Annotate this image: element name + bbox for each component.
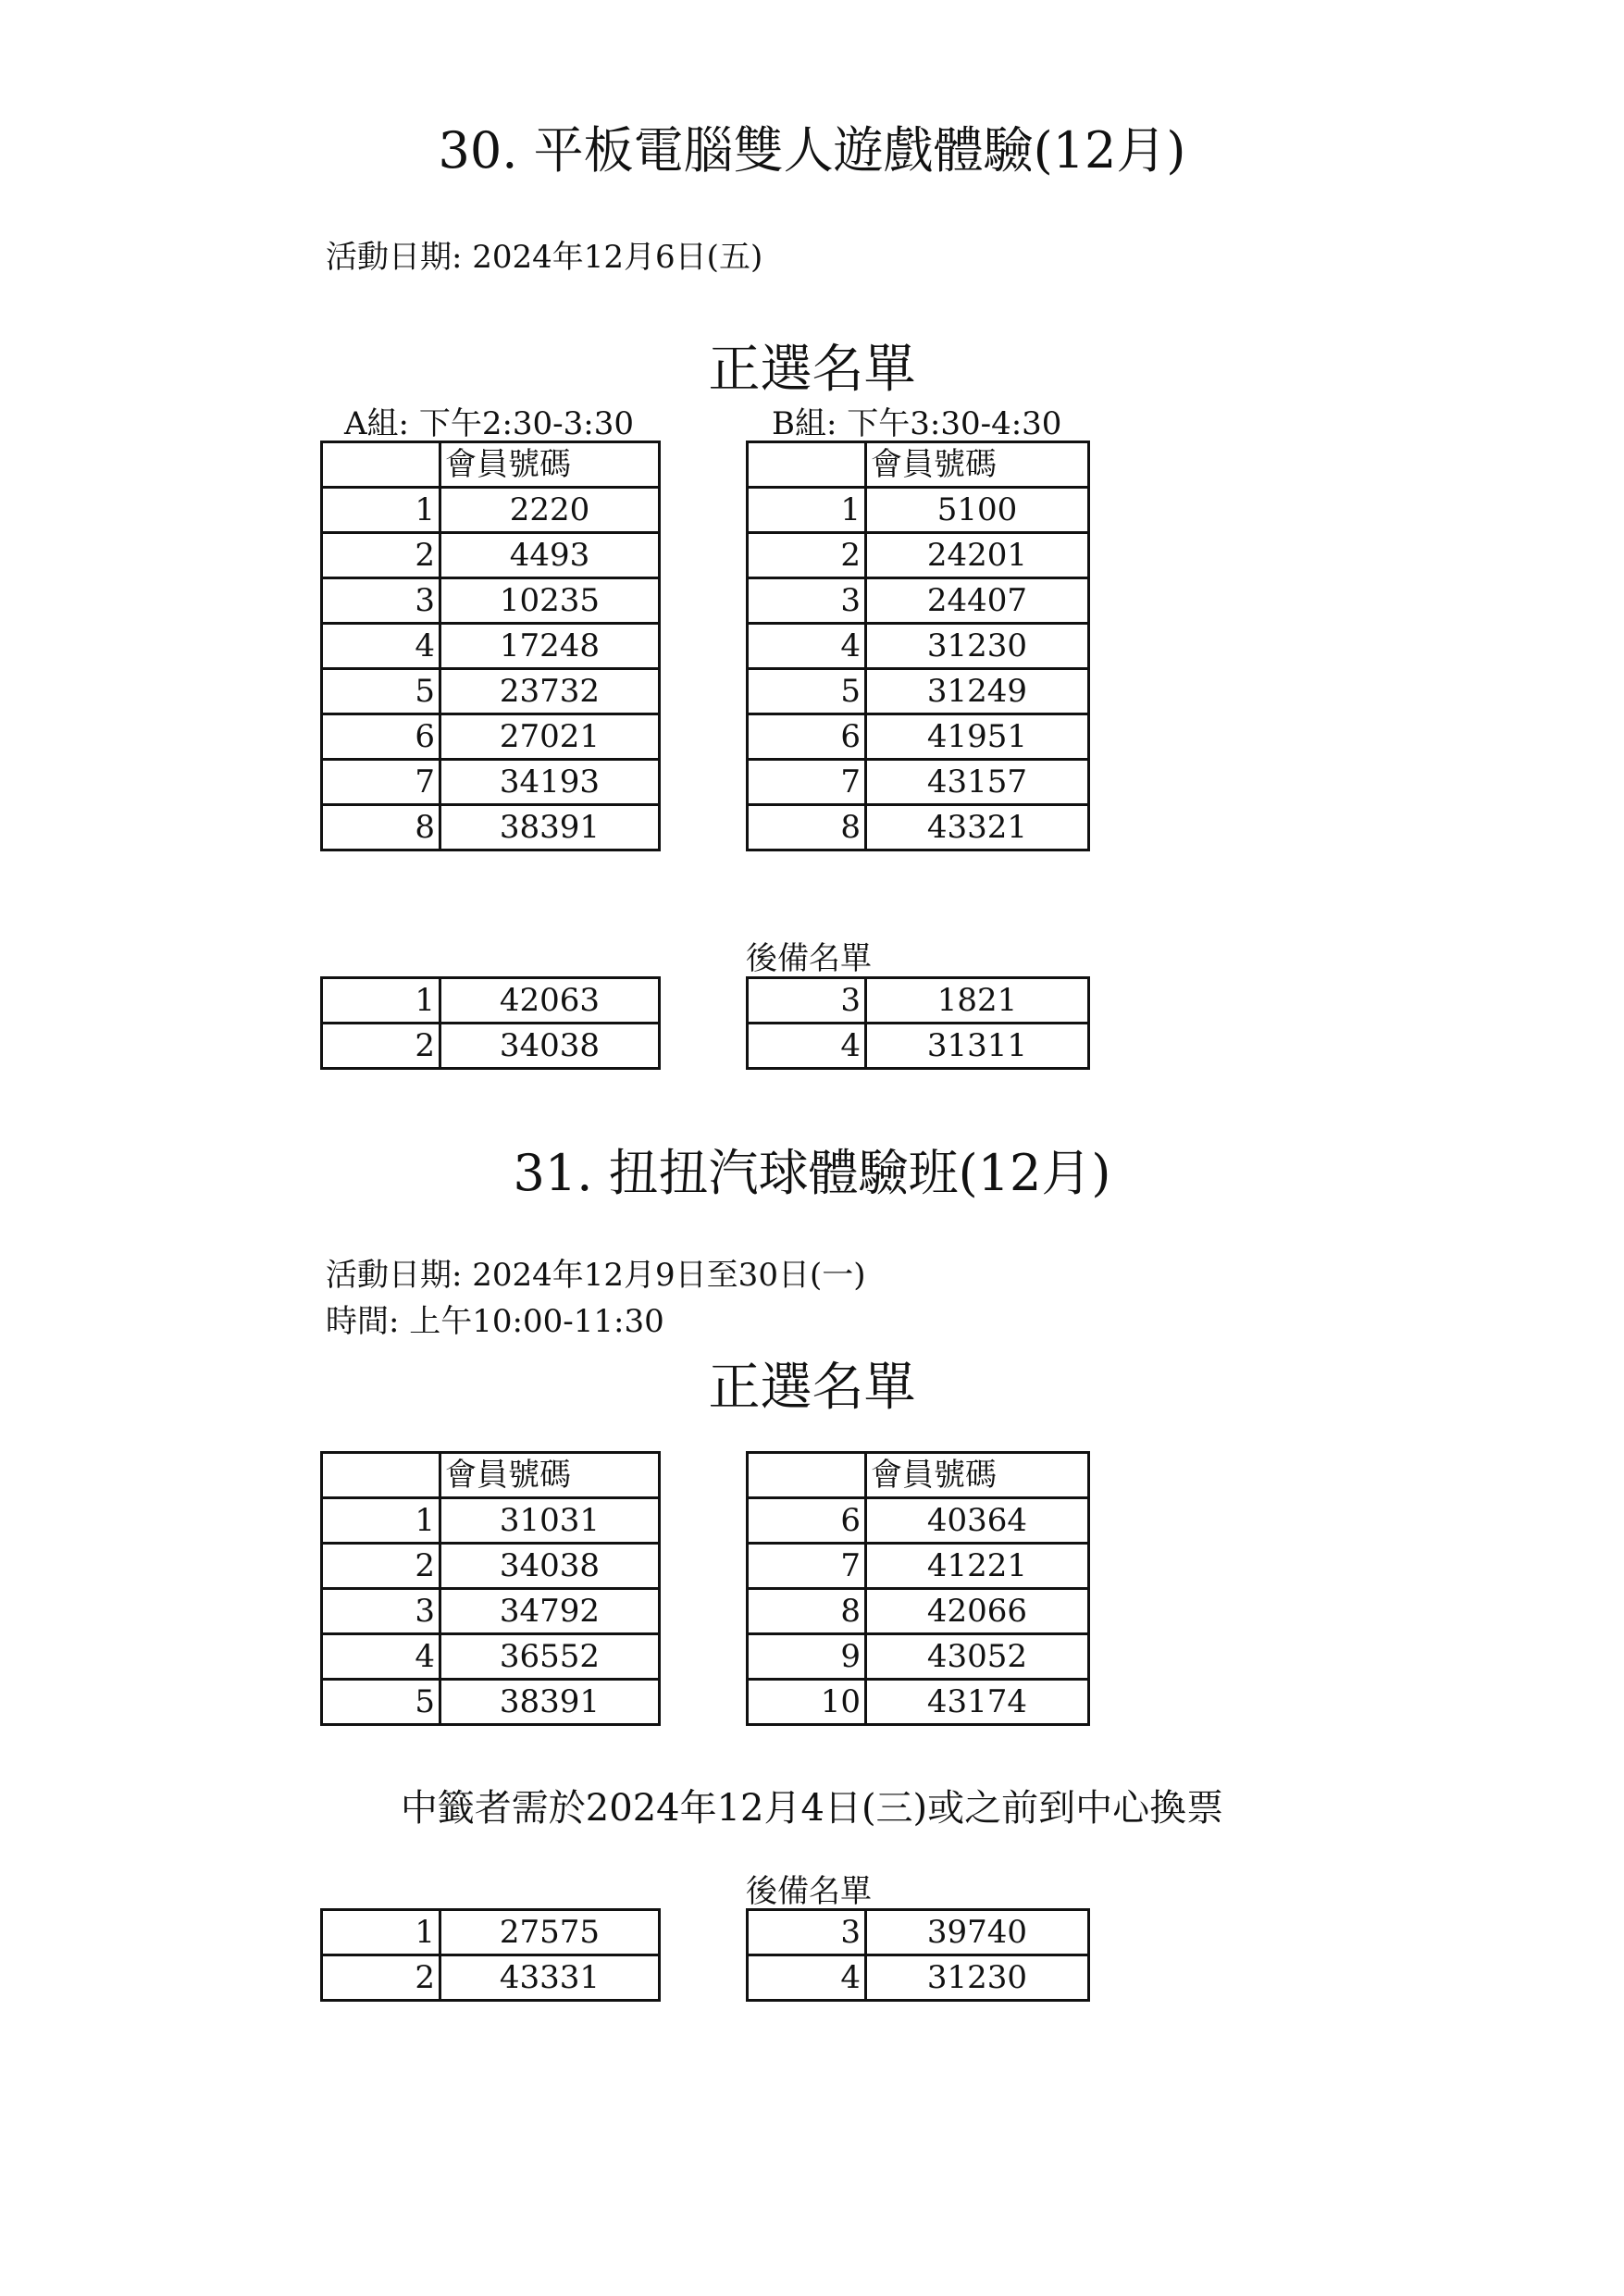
- row-index: 7: [748, 760, 866, 805]
- group-b-label: B組: 下午3:30-4:30: [772, 405, 1062, 442]
- member-number: 43157: [866, 760, 1089, 805]
- row-index: 9: [748, 1634, 866, 1680]
- row-index: 2: [322, 1024, 440, 1069]
- row-index: 2: [322, 1955, 440, 2001]
- table-row: [748, 805, 1089, 850]
- row-index: 6: [748, 1498, 866, 1544]
- section-30-title: 30. 平板電腦雙人遊戲體驗(12月): [438, 121, 1186, 180]
- table-row: [748, 488, 1089, 533]
- member-number: 27021: [440, 714, 660, 760]
- table-row: [748, 1955, 1089, 2001]
- table-row: [748, 978, 1089, 1024]
- row-index: 3: [322, 578, 440, 624]
- member-number: 34038: [440, 1024, 660, 1069]
- member-number-header: 會員號碼: [866, 442, 1089, 488]
- row-index: 3: [748, 978, 866, 1024]
- section-31-date: 活動日期: 2024年12月9日至30日(一): [326, 1257, 866, 1294]
- member-number: 31249: [866, 669, 1089, 714]
- table-row: [322, 805, 660, 850]
- member-number: 42066: [866, 1589, 1089, 1634]
- member-number-header: 會員號碼: [866, 1453, 1089, 1498]
- row-index: 8: [322, 805, 440, 850]
- group-a-table: [320, 441, 661, 851]
- section-31-waitlist-heading: 後備名單: [746, 1873, 872, 1910]
- member-number-header: 會員號碼: [440, 1453, 660, 1498]
- row-index: 4: [322, 624, 440, 669]
- table-row: [322, 714, 660, 760]
- row-index: 7: [322, 760, 440, 805]
- row-index: 10: [748, 1680, 866, 1725]
- member-number: 4493: [440, 533, 660, 578]
- member-number: 41221: [866, 1544, 1089, 1589]
- table-row: [322, 1680, 660, 1725]
- table-row: [322, 578, 660, 624]
- table-header-row: [748, 442, 1089, 488]
- table-row: [748, 669, 1089, 714]
- member-number: 1821: [866, 978, 1089, 1024]
- table-row: [748, 1498, 1089, 1544]
- table-row: [748, 1634, 1089, 1680]
- section-30-selected-heading: 正選名單: [708, 340, 916, 400]
- member-number: 39740: [866, 1910, 1089, 1955]
- row-index: 1: [322, 1910, 440, 1955]
- row-index: 5: [748, 669, 866, 714]
- table-row: [322, 1544, 660, 1589]
- member-number: 36552: [440, 1634, 660, 1680]
- member-number: 38391: [440, 805, 660, 850]
- row-index: 3: [748, 1910, 866, 1955]
- table-row: [322, 669, 660, 714]
- table-row: [322, 1024, 660, 1069]
- row-index: 3: [748, 578, 866, 624]
- table-row: [748, 1910, 1089, 1955]
- group-a-label: A組: 下午2:30-3:30: [344, 405, 635, 442]
- section-31-waitlist-left-table: [320, 1908, 661, 2002]
- member-number: 24201: [866, 533, 1089, 578]
- row-index: 4: [322, 1634, 440, 1680]
- redemption-note: 中籤者需於2024年12月4日(三)或之前到中心換票: [400, 1787, 1224, 1830]
- member-number: 2220: [440, 488, 660, 533]
- member-number: 31230: [866, 1955, 1089, 2001]
- table-header-row: [748, 1453, 1089, 1498]
- section-30-date: 活動日期: 2024年12月6日(五): [326, 239, 763, 276]
- table-row: [322, 760, 660, 805]
- member-number: 43052: [866, 1634, 1089, 1680]
- row-index: 2: [748, 533, 866, 578]
- member-number: 40364: [866, 1498, 1089, 1544]
- index-header-cell: [322, 442, 440, 488]
- row-index: 4: [748, 1024, 866, 1069]
- table-row: [322, 1498, 660, 1544]
- row-index: 1: [748, 488, 866, 533]
- row-index: 3: [322, 1589, 440, 1634]
- member-number: 43331: [440, 1955, 660, 2001]
- index-header-cell: [748, 1453, 866, 1498]
- table-row: [748, 1024, 1089, 1069]
- member-number-header: 會員號碼: [440, 442, 660, 488]
- index-header-cell: [748, 442, 866, 488]
- row-index: 1: [322, 978, 440, 1024]
- table-row: [748, 1589, 1089, 1634]
- member-number: 41951: [866, 714, 1089, 760]
- member-number: 42063: [440, 978, 660, 1024]
- member-number: 24407: [866, 578, 1089, 624]
- member-number: 31230: [866, 624, 1089, 669]
- member-number: 43321: [866, 805, 1089, 850]
- table-row: [322, 624, 660, 669]
- table-row: [748, 533, 1089, 578]
- section-31-selected-heading: 正選名單: [708, 1358, 916, 1418]
- table-row: [322, 488, 660, 533]
- row-index: 6: [748, 714, 866, 760]
- member-number: 5100: [866, 488, 1089, 533]
- member-number: 38391: [440, 1680, 660, 1725]
- member-number: 31031: [440, 1498, 660, 1544]
- section-30-waitlist-left-table: [320, 976, 661, 1070]
- row-index: 4: [748, 1955, 866, 2001]
- section-30-waitlist-heading: 後備名單: [746, 940, 872, 977]
- section-31-right-table: [746, 1451, 1090, 1726]
- section-30-waitlist-right-table: [746, 976, 1090, 1070]
- member-number: 31311: [866, 1024, 1089, 1069]
- section-31-left-table: [320, 1451, 661, 1726]
- member-number: 43174: [866, 1680, 1089, 1725]
- member-number: 10235: [440, 578, 660, 624]
- row-index: 7: [748, 1544, 866, 1589]
- table-row: [322, 978, 660, 1024]
- table-row: [322, 1910, 660, 1955]
- section-31-title: 31. 扭扭汽球體驗班(12月): [513, 1144, 1111, 1202]
- member-number: 17248: [440, 624, 660, 669]
- table-row: [748, 760, 1089, 805]
- section-31-time: 時間: 上午10:00-11:30: [326, 1303, 664, 1340]
- table-row: [322, 1589, 660, 1634]
- member-number: 27575: [440, 1910, 660, 1955]
- table-row: [322, 1955, 660, 2001]
- table-row: [322, 533, 660, 578]
- table-row: [322, 1634, 660, 1680]
- row-index: 5: [322, 669, 440, 714]
- row-index: 2: [322, 1544, 440, 1589]
- member-number: 34193: [440, 760, 660, 805]
- table-row: [748, 1680, 1089, 1725]
- member-number: 23732: [440, 669, 660, 714]
- table-row: [748, 714, 1089, 760]
- row-index: 1: [322, 1498, 440, 1544]
- row-index: 8: [748, 1589, 866, 1634]
- table-header-row: [322, 442, 660, 488]
- group-b-table: [746, 441, 1090, 851]
- table-header-row: [322, 1453, 660, 1498]
- row-index: 6: [322, 714, 440, 760]
- row-index: 4: [748, 624, 866, 669]
- member-number: 34792: [440, 1589, 660, 1634]
- row-index: 5: [322, 1680, 440, 1725]
- table-row: [748, 578, 1089, 624]
- row-index: 2: [322, 533, 440, 578]
- section-31-waitlist-right-table: [746, 1908, 1090, 2002]
- row-index: 8: [748, 805, 866, 850]
- row-index: 1: [322, 488, 440, 533]
- table-row: [748, 624, 1089, 669]
- member-number: 34038: [440, 1544, 660, 1589]
- index-header-cell: [322, 1453, 440, 1498]
- table-row: [748, 1544, 1089, 1589]
